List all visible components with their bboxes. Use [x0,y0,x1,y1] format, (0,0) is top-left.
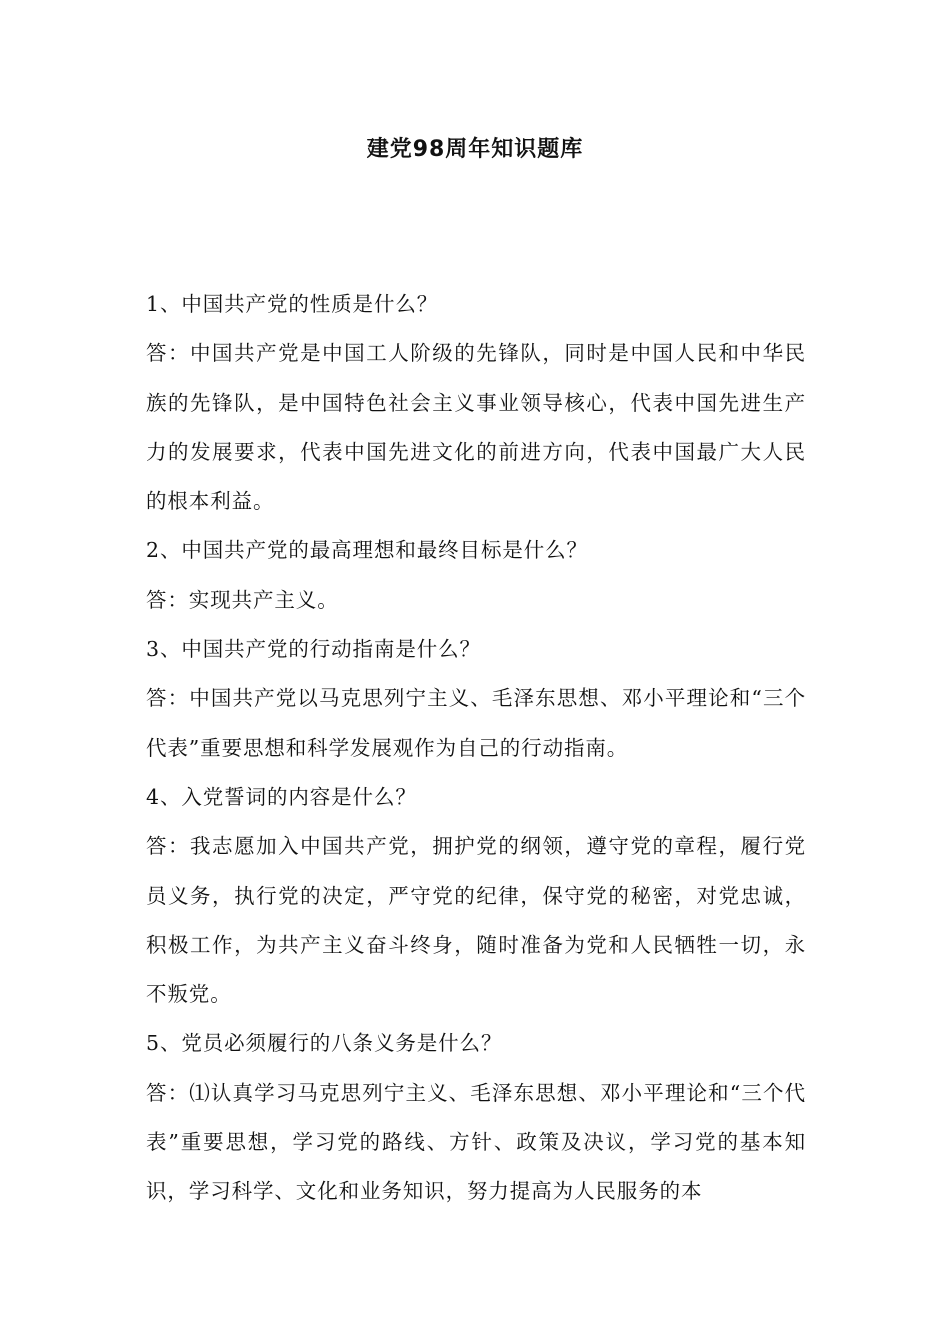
answer-5: 答：⑴认真学习马克思列宁主义、毛泽东思想、邓小平理论和“三个代表”重要思想，学习党的路线、方针、政策及决议，学习党的基本知识，学习科学、文化和业务知识，努力提高为人民服务的本 [146,1080,806,1204]
answer-2: 答：实现共产主义。 [146,587,339,612]
question-3: 3、中国共产党的行动指南是什么？ [146,637,481,662]
question-2: 2、中国共产党的最高理想和最终目标是什么？ [146,538,588,563]
document-body [146,280,806,1217]
answer-4: 答：我志愿加入中国共产党，拥护党的纲领，遵守党的章程，履行党员义务，执行党的决定，严守党的纪律，保守党的秘密，对党忠诚，积极工作，为共产主义奋斗终身，随时准备为党和人民牺牲一切，永不叛党。 [146,834,806,1007]
question-5: 5、党员必须履行的八条义务是什么？ [146,1031,503,1056]
answer-1: 答：中国共产党是中国工人阶级的先锋队，同时是中国人民和中华民族的先锋队，是中国特色社会主义事业领导核心，代表中国先进生产力的发展要求，代表中国先进文化的前进方向，代表中国最广大人民的根本利益。 [146,341,806,514]
document-title: 建党98周年知识题库 [366,137,584,162]
question-4: 4、入党誓词的内容是什么？ [146,784,417,809]
answer-3: 答：中国共产党以马克思列宁主义、毛泽东思想、邓小平理论和“三个代表”重要思想和科学发展观作为自己的行动指南。 [146,686,806,760]
question-1: 1、中国共产党的性质是什么？ [146,292,439,316]
